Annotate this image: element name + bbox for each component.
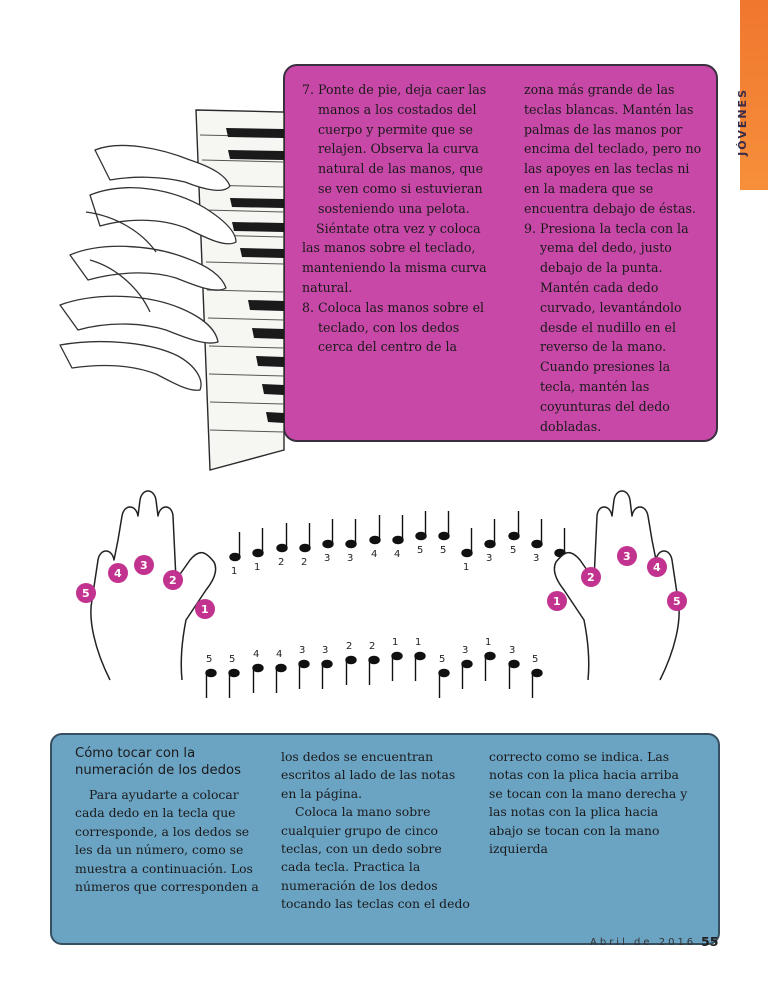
instructions-column-2	[524, 80, 702, 436]
finger-number-5: 5	[673, 595, 681, 608]
note-number: 2	[278, 557, 285, 568]
note-number: 3	[533, 553, 540, 564]
note-number: 3	[347, 553, 354, 564]
instruction-step-7: 7. Ponte de pie, deja caer las manos a los costados del cuerpo y permite que se relajen. Observa la curva natural de las manos, que se ven como si estuvieran sosteniendo una pelota.	[302, 82, 487, 216]
note-number: 5	[439, 654, 446, 665]
note-number: 5	[206, 654, 213, 665]
section-tab-label: JÓVENES	[736, 88, 749, 156]
note-number: 3	[299, 645, 306, 656]
piano-keyboard	[196, 110, 284, 470]
left-hand-diagram	[91, 491, 216, 680]
note-number: 4	[253, 649, 260, 660]
finger-number-3: 3	[140, 559, 148, 572]
box-paragraph: Para ayudarte a colocar cada dedo en la tecla que corresponde, a los dedos se les da un número, como se muestra a continuación. Los números que corresponden a	[75, 787, 259, 895]
box-paragraph: Coloca la mano sobre cualquier grupo de cinco teclas, con un dedo sobre cada tecla. Practica la numeración de los dedos tocando las teclas con el dedo	[281, 804, 470, 912]
finger-number-2: 2	[169, 574, 177, 587]
right-hand-diagram	[554, 491, 679, 680]
finger-number-2: 2	[587, 571, 595, 584]
note-number: 2	[369, 641, 376, 652]
note-number: 5	[440, 545, 447, 556]
page-number: 55	[701, 934, 719, 949]
finger-number-1: 1	[201, 603, 209, 616]
finger-number-5: 5	[82, 587, 90, 600]
box-paragraph: los dedos se encuentran escritos al lado de las notas en la página.	[281, 749, 456, 801]
note-number: 5	[417, 545, 424, 556]
note-number: 1	[415, 637, 422, 648]
note-number: 2	[301, 557, 308, 568]
note-number: 3	[486, 553, 493, 564]
note-number: 5	[229, 654, 236, 665]
note-number: 4	[276, 649, 283, 660]
note-number: 1	[485, 637, 492, 648]
instructions-column-1	[302, 80, 488, 357]
note-number: 1	[254, 562, 261, 573]
note-number: 3	[462, 645, 469, 656]
note-number: 2	[346, 641, 353, 652]
note-number: 3	[509, 645, 516, 656]
note-number: 5	[532, 654, 539, 665]
instruction-paragraph: zona más grande de las teclas blancas. Mantén las palmas de las manos por encima del teclado, pero no las apoyes en las teclas ni en la madera que se encuentra debajo de éstas.	[524, 82, 702, 216]
finger-number-4: 4	[653, 561, 661, 574]
box-column-3	[489, 748, 689, 858]
note-number: 4	[394, 549, 401, 560]
finger-number-4: 4	[114, 567, 122, 580]
box-column-2	[281, 748, 471, 914]
instruction-paragraph: Siéntate otra vez y coloca las manos sobre el teclado, manteniendo la misma curva natural.	[302, 220, 487, 295]
note-number: 3	[324, 553, 331, 564]
box-paragraph: correcto como se indica. Las notas con la plica hacia arriba se tocan con la mano derecha y las notas con la plica hacia abajo se tocan con la mano izquierda	[489, 749, 688, 857]
box-column-1	[75, 786, 259, 896]
footer-date: Abril de 2016	[590, 937, 697, 948]
finger-number-3: 3	[623, 550, 631, 563]
note-number: 3	[322, 645, 329, 656]
box-title: Cómo tocar con la numeración de los dedos	[75, 746, 241, 778]
finger-number-1: 1	[553, 595, 561, 608]
note-number: 1	[392, 637, 399, 648]
note-number: 5	[510, 545, 517, 556]
instruction-step-8: 8. Coloca las manos sobre el teclado, con los dedos cerca del centro de la	[302, 299, 485, 355]
note-number: 1	[231, 566, 238, 577]
note-number: 4	[371, 549, 378, 560]
instruction-step-9: 9. Presiona la tecla con la yema del dedo, justo debajo de la punta. Mantén cada dedo curvado, levantándolo desde el nudillo en el reverso de la mano. Cuando presiones la tecla, mantén las coyunturas del dedo dobladas.	[524, 220, 689, 434]
note-number: 1	[463, 562, 470, 573]
